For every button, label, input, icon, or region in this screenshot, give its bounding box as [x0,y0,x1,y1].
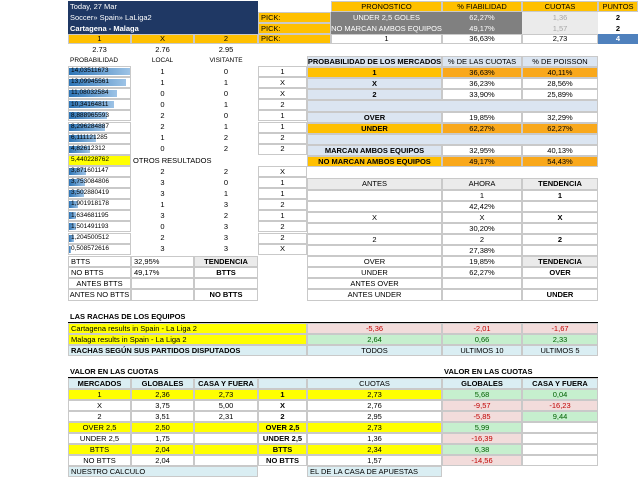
market-poisson: 40,13% [522,145,598,156]
valor-mercado-2: OVER 2,5 [258,422,307,433]
valor-header-mercados: MERCADOS [68,378,131,389]
btts-antes-value [131,289,194,301]
score-local: 3 [160,188,165,198]
pick-fiabilidad: 62,27% [442,12,522,23]
rachas-ult5: 2,33 [522,334,598,345]
score-probability [68,177,131,188]
score-probability [68,199,131,210]
valor-global: 3,75 [131,400,194,411]
odds-label-x: X [131,34,194,44]
btts-value: 49,17% [131,267,194,278]
rachas-todos: -5,36 [307,323,442,334]
market-name: NO MARCAN AMBOS EQUIPOS [307,156,442,167]
score-local: 2 [160,233,165,243]
ou-value: 19,85% [442,256,522,267]
score-local: 0 [160,222,165,232]
score-probability [68,188,131,199]
valor-mercado-2: UNDER 2,5 [258,433,307,444]
score-probability [68,233,131,244]
score-probability-value: 1,501491193 [71,222,109,230]
score-probability-value: 8,296284887 [71,122,109,130]
valor-casafuera-value: -16,23 [522,400,598,411]
valor-cuota: 1,36 [307,433,442,444]
markets-header-poisson: % DE POISSON [522,56,598,67]
score-probability-value: 3,753084806 [71,178,109,186]
valor-mercado: BTTS [68,444,131,455]
odds-label-1: 1 [68,34,131,44]
market-cuotas: 33,90% [442,89,522,100]
ou-antes-tendencia [522,278,598,289]
valor-cuota: 2,95 [307,411,442,422]
score-probability-value: 3,502880419 [71,189,109,197]
valor-global: 2,50 [131,422,194,433]
score-result: 1 [258,188,307,199]
score-probability-value: 8,888965593 [71,111,109,119]
score-visitante: 2 [223,133,229,143]
score-probability [68,221,131,232]
valor-casafuera-value [522,444,598,455]
score-local: 0 [160,88,165,98]
pick-cuota: 2,73 [522,34,598,44]
score-visitante: 2 [223,144,229,154]
score-result: 1 [258,177,307,188]
score-visitante: 0 [223,111,229,121]
tendencia-antes [307,223,442,234]
score-result: 2 [258,144,307,155]
pick-fiabilidad: 49,17% [442,23,522,34]
valor-title: VALOR EN LAS CUOTAS [70,366,159,376]
btts-antes-tendencia: NO BTTS [194,289,258,301]
btts-antes-label: ANTES NO BTTS [69,290,130,300]
valor-global: 2,04 [131,444,194,455]
markets-header-title: PROBABILIDAD DE LOS MERCADOS [307,56,442,66]
valor-mercado-2: 2 [258,411,307,422]
market-cuotas: 36,23% [442,78,522,89]
score-probability [68,77,131,88]
valor-mercado: 2 [68,411,131,422]
score-local: 0 [160,144,165,154]
valor-footer-casa: EL DE LA CASA DE APUESTAS [307,466,442,477]
score-probability-value: 1,634681195 [71,211,109,219]
pick-value: UNDER 2,5 GOLES [331,12,442,23]
market-name: UNDER [307,123,442,134]
score-probability [68,122,131,133]
score-result: X [258,77,307,88]
market-poisson: 32,29% [522,112,598,123]
valor-mercado: UNDER 2,5 [68,433,131,444]
pick-cuota: 1,36 [522,12,598,23]
ou-antes-value [442,278,522,289]
pick-value: NO MARCAN AMBOS EQUIPOS [331,23,442,33]
score-probability-value: 0,508572616 [71,244,109,252]
valor-mercado-2: X [258,400,307,411]
valor-title-right: VALOR EN LAS CUOTAS [444,366,533,376]
score-probability [68,155,131,166]
tendencia-header-tendencia: TENDENCIA [522,178,598,190]
tendencia-antes [307,201,442,212]
market-cuotas: 36,63% [442,67,522,78]
ou-antes-label: ANTES OVER [307,278,442,289]
rachas-todos: 2,64 [307,334,442,345]
ou-tendencia-header: TENDENCIA [522,256,598,267]
pick-fiabilidad: 36,63% [442,34,522,44]
market-poisson: 40,11% [522,67,598,78]
score-probability [68,133,131,144]
score-local: 2 [160,166,165,176]
ou-antes-tendencia: UNDER [522,289,598,301]
score-visitante: 2 [223,166,229,176]
btts-antes-label: ANTES BTTS [68,278,131,289]
tendencia-ahora: X [442,212,522,223]
tendencia-antes [307,190,442,201]
score-local: 1 [160,66,165,76]
valor-header-casafuera-2: CASA Y FUERA [522,378,598,389]
score-header-visitante: VISITANTE [209,56,243,64]
valor-casafuera: 2,31 [194,411,258,422]
tendencia-value [522,201,598,212]
markets-spacer [307,100,598,112]
valor-global-value: -16,39 [442,433,522,444]
score-local: 2 [160,111,165,121]
valor-header-globales: GLOBALES [131,378,194,389]
valor-header-globales-2: GLOBALES [442,378,522,389]
match-cell: Cartagena - Malaga [68,23,258,34]
score-visitante: 1 [223,188,229,198]
score-probability-value: 10,34164811 [71,100,109,108]
tendencia-ahora: 42,42% [442,201,522,212]
score-probability [68,210,131,221]
market-poisson: 54,43% [522,156,598,167]
score-result: 2 [258,233,307,244]
valor-global: 2,36 [131,389,194,400]
rachas-ult5: -1,67 [522,323,598,334]
score-probability-value: 5,440228762 [71,156,109,164]
btts-antes-tendencia [194,278,258,289]
valor-cuota: 2,34 [307,444,442,455]
valor-header-casafuera: CASA Y FUERA [194,378,258,389]
valor-global-value: -5,85 [442,411,522,422]
ou-antes-value [442,289,522,301]
rachas-footer-ult5: ULTIMOS 5 [522,345,598,356]
pick-label: PICK: [258,23,331,34]
pick-puntos: 2 [615,12,621,22]
btts-label: NO BTTS [68,267,131,278]
score-probability [68,110,131,121]
markets-header-cuotas: % DE LAS CUOTAS [442,56,522,67]
market-name: 2 [307,89,442,100]
ou-label: OVER [307,256,442,267]
score-local: 1 [160,77,165,87]
odds-value-1: 2.73 [92,45,107,55]
score-local: 3 [160,244,165,254]
valor-mercado-2: 1 [258,389,307,400]
score-result: 1 [258,66,307,77]
valor-global: 3,51 [131,411,194,422]
score-local: 1 [160,199,165,209]
market-poisson: 25,89% [522,89,598,100]
score-visitante: 1 [223,122,229,132]
score-probability-value: 4,82612312 [71,144,106,152]
market-name: MARCAN AMBOS EQUIPOS [307,145,442,156]
score-result: X [258,88,307,99]
score-visitante: 3 [223,233,229,243]
markets-spacer [307,134,598,145]
valor-casafuera-value [522,422,598,433]
tendencia-value: X [522,212,598,223]
score-result: 1 [258,122,307,133]
pick-puntos: 2 [615,23,621,33]
valor-casafuera-value: 9,44 [522,411,598,422]
valor-global-value: -9,57 [442,400,522,411]
ou-label: UNDER [307,267,442,278]
pick-cuota: 1,57 [522,23,598,34]
odds-value-x: 2.76 [155,45,170,55]
tendencia-value: 1 [522,190,598,201]
valor-casafuera [194,444,258,455]
score-probability-value: 13,09945561 [71,78,109,86]
score-result: 1 [258,110,307,121]
pick-value: 1 [331,34,442,44]
valor-mercado: 1 [68,389,131,400]
valor-cuota: 1,57 [307,455,442,466]
market-name: OVER [307,112,442,123]
valor-global-value: 5,68 [442,389,522,400]
score-visitante: 0 [223,177,229,187]
score-result: 1 [258,210,307,221]
valor-casafuera: 2,73 [194,389,258,400]
market-poisson: 28,56% [522,78,598,89]
picks-header-fiabilidad: % FIABILIDAD [442,1,522,12]
valor-global-value: 6,38 [442,444,522,455]
score-probability-value: 1,204500512 [71,233,109,241]
valor-mercado-2: BTTS [258,444,307,455]
valor-cuota: 2,73 [307,422,442,433]
score-probability [68,99,131,110]
valor-casafuera-value [522,455,598,466]
score-local: 0 [160,100,165,110]
score-result: 2 [258,221,307,232]
ou-tendencia-value: OVER [522,267,598,278]
valor-mercado: NO BTTS [68,455,131,466]
market-name: 1 [307,67,442,78]
odds-value-2: 2.95 [218,45,234,55]
valor-mercado: OVER 2,5 [68,422,131,433]
market-name: X [307,78,442,89]
valor-casafuera: 5,00 [194,400,258,411]
score-probability-value: 11,08032584 [71,89,109,97]
score-probability-value: 3,871601147 [71,167,109,175]
valor-header-blank [258,378,307,389]
score-local: 2 [160,122,165,132]
rachas-ult10: 0,66 [442,334,522,345]
tendencia-header-antes: ANTES [307,178,442,190]
tendencia-value [522,245,598,256]
valor-global-value: 5,99 [442,422,522,433]
score-visitante: 1 [223,100,229,110]
score-visitante: 3 [223,244,229,254]
score-local: 3 [160,177,165,187]
ou-antes-label: ANTES UNDER [307,289,442,301]
tendencia-value: 2 [522,234,598,245]
score-visitante: 3 [223,222,229,232]
tendencia-ahora: 30,20% [442,223,522,234]
score-visitante: 3 [223,199,229,209]
score-visitante: 0 [223,66,229,76]
score-header-local: LOCAL [151,56,174,64]
rachas-team: Cartagena results in Spain - La Liga 2 [68,323,307,334]
tendencia-antes [307,245,442,256]
valor-global: 1,75 [131,433,194,444]
valor-casafuera-value: 0,04 [522,389,598,400]
score-probability [68,66,131,77]
valor-casafuera [194,433,258,444]
valor-global-value: -14,56 [442,455,522,466]
pick-puntos-selected[interactable]: 4 [598,34,638,44]
date-cell: Today, 27 Mar [68,1,258,12]
tendencia-antes: 2 [307,234,442,245]
btts-tendencia-value: BTTS [194,267,258,278]
score-header-prob: PROBABILIDAD [70,56,119,64]
rachas-title: LAS RACHAS DE LOS EQUIPOS [70,311,186,321]
picks-header-puntos: PUNTOS [598,1,638,12]
picks-header-cuotas: CUOTAS [522,1,598,12]
btts-antes-value [131,278,194,289]
valor-casafuera [194,455,258,466]
picks-header-pronostico: PRONOSTICO [331,1,442,12]
league-cell: Soccer» Spain» LaLiga2 [68,12,258,23]
tendencia-ahora: 2 [442,234,522,245]
score-probability-value: 1,901918178 [71,200,109,208]
valor-global: 2,04 [131,455,194,466]
score-probability [68,166,131,177]
valor-casafuera [194,422,258,433]
score-probability [68,144,131,155]
btts-value: 32,95% [131,256,194,267]
btts-tendencia-header: TENDENCIA [194,256,258,267]
market-cuotas: 32,95% [442,145,522,156]
score-visitante: 2 [223,211,229,221]
pick-label: PICK: [258,34,331,44]
market-cuotas: 62,27% [442,123,522,134]
rachas-ult10: -2,01 [442,323,522,334]
rachas-footer-todos: TODOS [307,345,442,356]
tendencia-antes: X [307,212,442,223]
valor-header-cuotas: CUOTAS [307,378,442,389]
market-cuotas: 19,85% [442,112,522,123]
score-result: 2 [258,199,307,210]
valor-casafuera-value [522,433,598,444]
tendencia-value [522,223,598,234]
tendencia-header-ahora: AHORA [442,178,522,190]
score-local: 1 [160,133,165,143]
valor-mercado: X [68,400,131,411]
score-probability-value: 6,111121285 [71,133,108,141]
rachas-footer-ult10: ULTIMOS 10 [442,345,522,356]
score-result: 2 [258,99,307,110]
market-poisson: 62,27% [522,123,598,134]
otros-resultados-label: OTROS RESULTADOS [133,155,212,165]
score-result: X [258,244,307,255]
pick-label: PICK: [258,12,331,23]
ou-value: 62,27% [442,267,522,278]
score-visitante: 1 [223,77,229,87]
score-visitante: 0 [223,88,229,98]
valor-cuota: 2,73 [307,389,442,400]
rachas-team: Malaga results in Spain - La Liga 2 [68,334,307,345]
score-probability [68,244,131,255]
odds-label-2: 2 [194,34,258,44]
valor-mercado-2: NO BTTS [258,455,307,466]
tendencia-ahora: 1 [442,190,522,201]
score-result: X [258,166,307,177]
rachas-footer-label: RACHAS SEGÚN SUS PARTIDOS DISPUTADOS [68,345,307,356]
valor-cuota: 2,76 [307,400,442,411]
market-cuotas: 49,17% [442,156,522,167]
score-probability-value: 14,03511673 [71,67,109,75]
score-result: 2 [258,133,307,144]
btts-label: BTTS [68,256,131,267]
score-local: 3 [160,211,165,221]
valor-footer-nuestro: NUESTRO CALCULO [68,466,258,477]
score-probability [68,88,131,99]
tendencia-ahora: 27,38% [442,245,522,256]
